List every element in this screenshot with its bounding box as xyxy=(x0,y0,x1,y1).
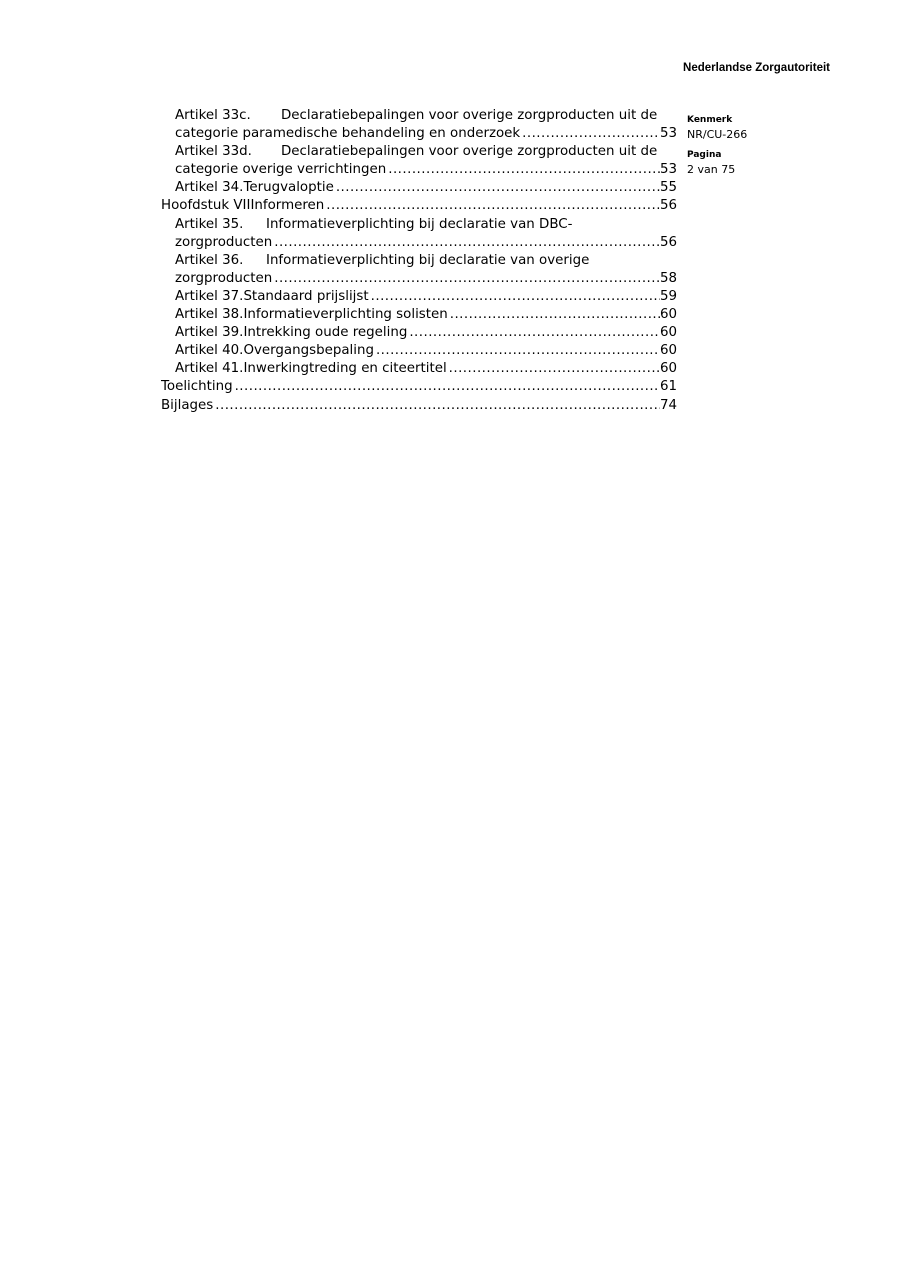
toc-leader-dots xyxy=(520,125,660,143)
toc-entry-title: Terugvaloptie xyxy=(243,180,334,196)
toc-entry-number: Artikel 33d. xyxy=(175,144,252,160)
toc-leader-dots xyxy=(272,234,660,252)
toc-entry[interactable] xyxy=(161,216,677,252)
toc-entry[interactable] xyxy=(161,179,677,197)
toc-entry[interactable] xyxy=(161,378,677,396)
toc-entry-title: Informatieverplichting bij declaratie van overige xyxy=(266,252,590,268)
toc-entry-title: Intrekking oude regeling xyxy=(243,325,408,341)
toc-leader-dots xyxy=(213,397,660,415)
toc-entry-number: Artikel 36. xyxy=(175,252,244,268)
toc-entry-page: 56 xyxy=(659,198,677,214)
table-of-contents xyxy=(161,107,677,415)
toc-entry-number: Artikel 34. xyxy=(175,180,244,196)
toc-entry-number: Artikel 39. xyxy=(175,325,244,341)
pagina-label: Pagina xyxy=(687,150,722,160)
toc-entry-page: 58 xyxy=(659,270,677,286)
toc-entry[interactable] xyxy=(161,143,677,179)
toc-leader-dots xyxy=(447,360,660,378)
toc-entry[interactable] xyxy=(161,288,677,306)
toc-entry-page: 60 xyxy=(659,307,677,323)
toc-entry-page: 53 xyxy=(659,126,677,142)
toc-entry-title: Bijlages xyxy=(161,397,214,413)
toc-leader-dots xyxy=(407,324,660,342)
toc-leader-dots xyxy=(369,288,660,306)
toc-entry[interactable] xyxy=(161,252,677,288)
toc-leader-dots xyxy=(324,197,660,215)
toc-leader-dots xyxy=(386,161,660,179)
toc-entry-title: Informatieverplichting solisten xyxy=(243,307,448,323)
toc-entry-number: Artikel 41. xyxy=(175,361,244,377)
toc-entry[interactable] xyxy=(161,342,677,360)
toc-leader-dots xyxy=(448,306,660,324)
toc-entry-page: 56 xyxy=(659,234,677,250)
toc-entry[interactable] xyxy=(161,306,677,324)
toc-entry-title: Declaratiebepalingen voor overige zorgproducten uit de xyxy=(281,144,658,160)
kenmerk-label: Kenmerk xyxy=(687,115,733,125)
toc-entry[interactable] xyxy=(161,197,677,215)
toc-entry-title: Overgangsbepaling xyxy=(243,343,374,359)
toc-entry-title: Standaard prijslijst xyxy=(243,288,369,304)
toc-entry[interactable] xyxy=(161,360,677,378)
toc-entry-page: 60 xyxy=(659,343,677,359)
pagina-value: 2 van 75 xyxy=(687,163,736,176)
toc-entry-page: 60 xyxy=(659,361,677,377)
toc-entry-number: Artikel 33c. xyxy=(175,108,251,123)
toc-leader-dots xyxy=(272,270,660,288)
toc-entry-number: Artikel 40. xyxy=(175,343,244,359)
toc-entry-title: Toelichting xyxy=(161,379,233,395)
toc-entry-number: Artikel 37. xyxy=(175,288,244,304)
toc-entry-number: Hoofdstuk VII xyxy=(161,198,251,214)
toc-entry-page: 60 xyxy=(659,325,677,341)
toc-entry[interactable] xyxy=(161,107,677,143)
toc-leader-dots xyxy=(233,378,660,396)
organization-name: Nederlandse Zorgautoriteit xyxy=(683,62,830,74)
toc-entry-page: 61 xyxy=(659,379,677,395)
toc-entry-page: 55 xyxy=(659,180,677,196)
toc-entry-title-cont: zorgproducten xyxy=(175,270,273,286)
toc-entry-page: 53 xyxy=(659,162,677,178)
toc-entry-number: Artikel 38. xyxy=(175,307,244,323)
toc-entry-page: 59 xyxy=(659,288,677,304)
toc-entry-title: Informatieverplichting bij declaratie van DBC- xyxy=(266,216,573,232)
toc-leader-dots xyxy=(374,342,660,360)
toc-entry[interactable] xyxy=(161,324,677,342)
toc-entry-title: Inwerkingtreding en citeertitel xyxy=(243,361,447,377)
toc-entry-number: Artikel 35. xyxy=(175,216,244,232)
toc-entry-title-cont: categorie paramedische behandeling en onderzoek xyxy=(175,126,521,142)
toc-leader-dots xyxy=(334,179,660,197)
kenmerk-value: NR/CU-266 xyxy=(687,128,748,141)
toc-entry[interactable] xyxy=(161,397,677,415)
toc-entry-title: Informeren xyxy=(250,198,325,214)
toc-entry-title-cont: categorie overige verrichtingen xyxy=(175,162,387,178)
toc-entry-title-cont: zorgproducten xyxy=(175,234,273,250)
document-meta xyxy=(687,113,747,183)
toc-entry-title: Declaratiebepalingen voor overige zorgproducten uit de xyxy=(281,108,658,123)
toc-entry-page: 74 xyxy=(659,397,677,413)
